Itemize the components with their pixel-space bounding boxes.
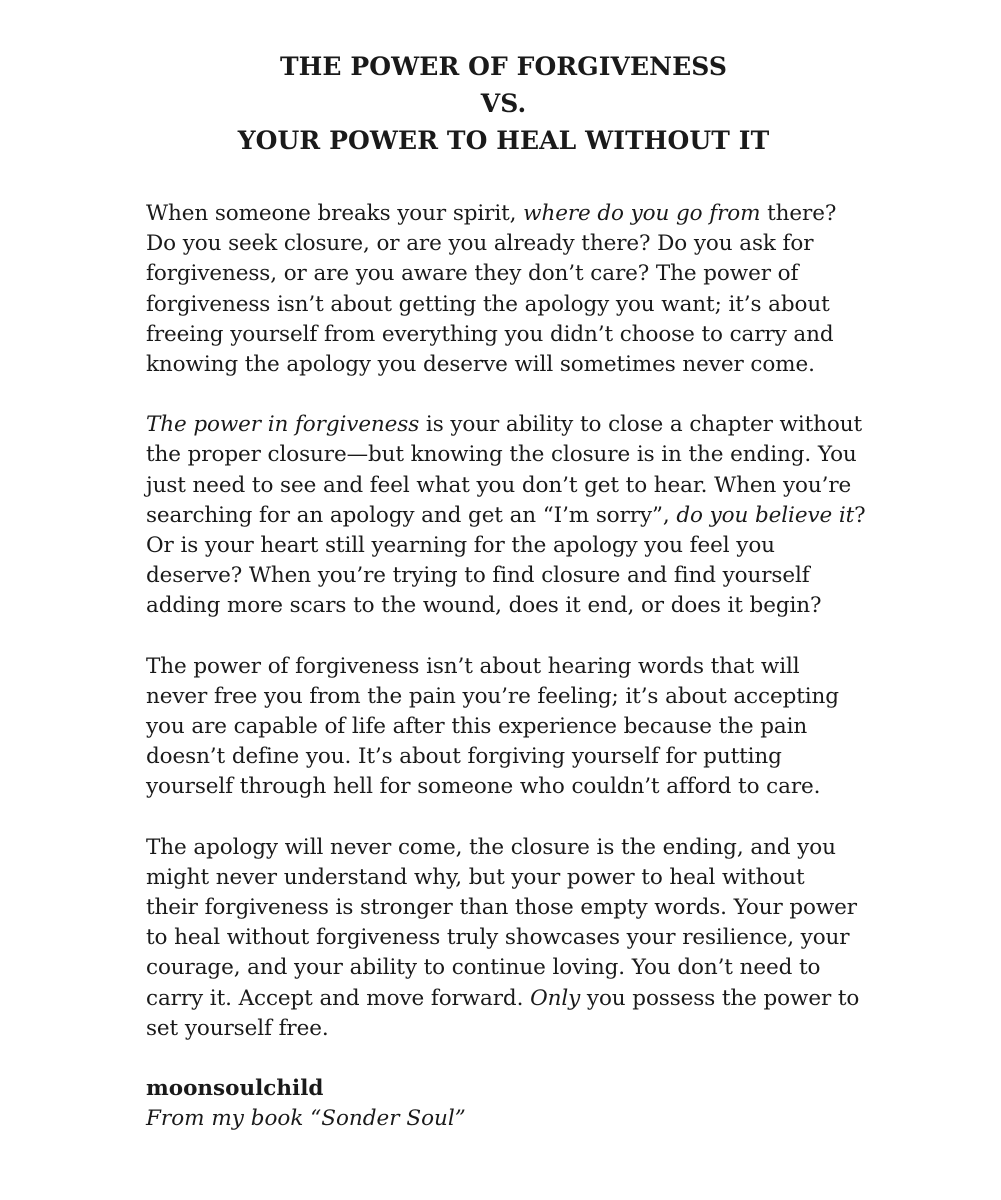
paragraph-line: carry it. Accept and move forward. Only you possess the power to (146, 985, 860, 1011)
emphasis-text: Only (530, 985, 581, 1011)
signature-block (146, 1074, 861, 1134)
paragraph-3 (146, 652, 861, 803)
paragraph-line: set yourself free. (146, 1015, 329, 1041)
paragraph-line: The power in forgiveness is your ability to close a chapter without (146, 412, 863, 438)
book-source: From my book “Sonder Soul” (146, 1106, 466, 1132)
emphasis-text: The power in forgiveness (146, 412, 420, 438)
paragraph-line: The apology will never come, the closure is the ending, and you (146, 834, 836, 860)
document-page (146, 48, 866, 1134)
paragraph-line: never free you from the pain you’re feeling; it’s about accepting (146, 683, 839, 709)
paragraph-1 (146, 199, 861, 380)
paragraph-line: searching for an apology and get an “I’m sorry”, do you believe it? (146, 502, 866, 528)
paragraph-line: you are capable of life after this experience because the pain (146, 714, 808, 740)
emphasis-text: do you believe it (676, 502, 855, 528)
paragraph-line: Or is your heart still yearning for the apology you feel you (146, 533, 775, 559)
paragraph-line: might never understand why, but your power to heal without (146, 864, 805, 890)
paragraph-4 (146, 833, 861, 1044)
paragraph-line: yourself through hell for someone who couldn’t afford to care. (146, 774, 821, 800)
paragraph-line: knowing the apology you deserve will sometimes never come. (146, 352, 815, 378)
paragraph-line: just need to see and feel what you don’t get to hear. When you’re (146, 472, 852, 498)
title-line-1: THE POWER OF FORGIVENESS (279, 52, 728, 81)
paragraph-line: The power of forgiveness isn’t about hearing words that will (146, 653, 800, 679)
title-line-2: VS. (480, 89, 527, 118)
paragraph-line: to heal without forgiveness truly showcases your resilience, your (146, 925, 850, 951)
paragraph-line: the proper closure—but knowing the closure is in the ending. You (146, 442, 857, 468)
paragraph-2 (146, 410, 866, 621)
emphasis-text: where do you go from (523, 201, 761, 226)
paragraph-line: forgiveness, or are you aware they don’t care? The power of (146, 261, 799, 287)
paragraph-line: When someone breaks your spirit, where do you go from there? (146, 201, 837, 226)
paragraph-line: their forgiveness is stronger than those empty words. Your power (146, 895, 857, 921)
title-line-3: YOUR POWER TO HEAL WITHOUT IT (237, 126, 770, 155)
paragraph-line: freeing yourself from everything you didn’t choose to carry and (146, 321, 834, 347)
paragraph-line: deserve? When you’re trying to find closure and find yourself (146, 563, 810, 589)
paragraph-line: forgiveness isn’t about getting the apology you want; it’s about (146, 291, 830, 317)
author-name: moonsoulchild (146, 1076, 324, 1102)
page-title (146, 48, 861, 159)
paragraph-line: adding more scars to the wound, does it end, or does it begin? (146, 593, 822, 619)
paragraph-line: courage, and your ability to continue loving. You don’t need to (146, 955, 821, 981)
paragraph-line: doesn’t define you. It’s about forgiving yourself for putting (146, 744, 782, 770)
paragraph-line: Do you seek closure, or are you already there? Do you ask for (146, 231, 814, 257)
